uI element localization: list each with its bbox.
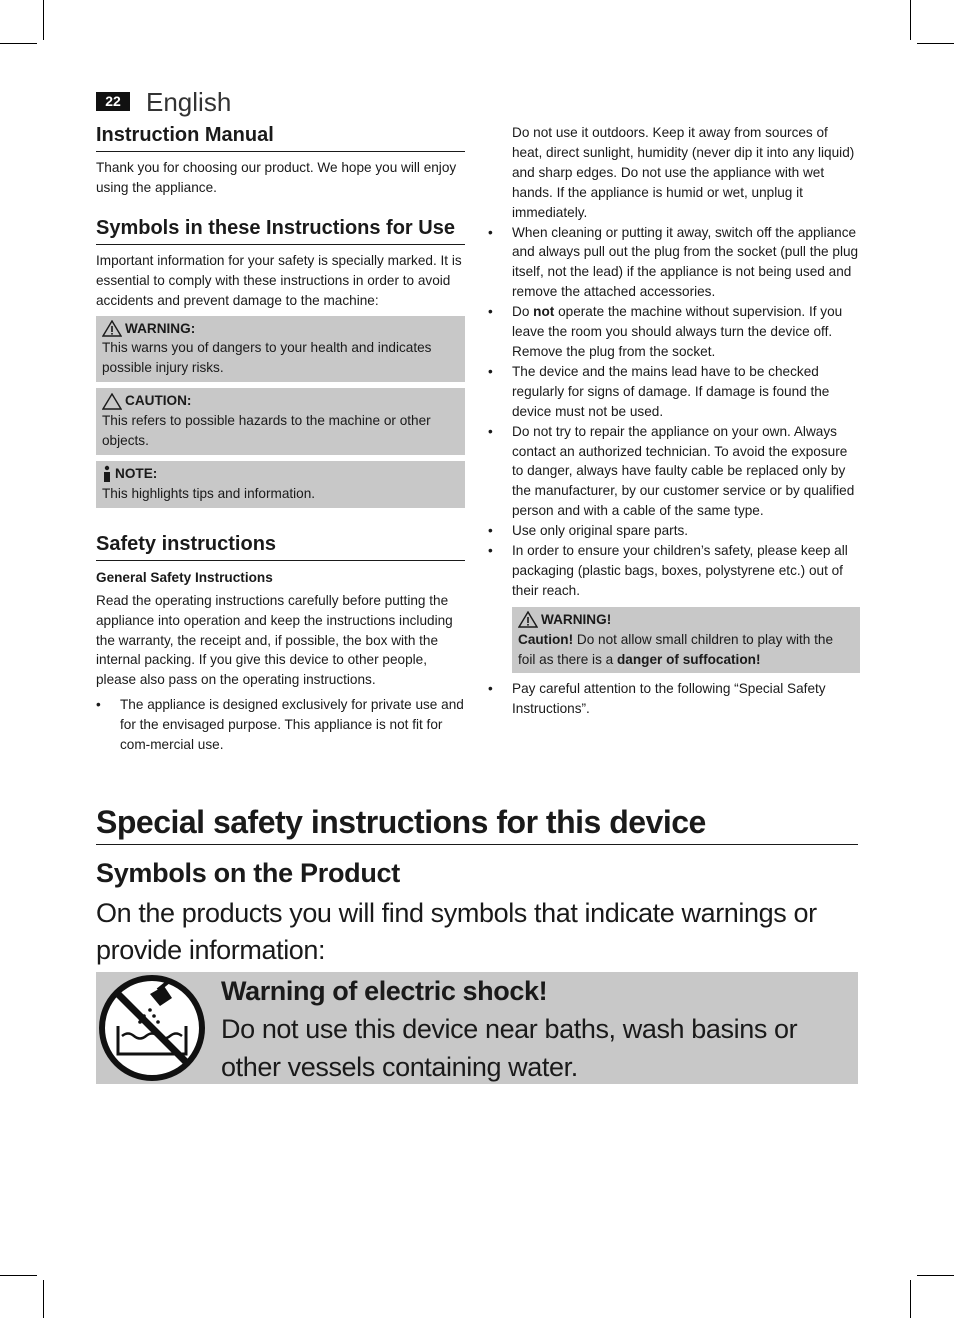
crop-mark [0, 43, 37, 44]
suffocation-warning-box [512, 607, 860, 674]
caution-box [96, 388, 465, 455]
special-safety-heading: Special safety instructions for this device [96, 800, 858, 845]
warning2-title: WARNING! [541, 611, 612, 627]
language-label: English [146, 87, 232, 117]
list-item [488, 422, 860, 522]
list-item [488, 302, 860, 362]
note-box [96, 461, 465, 508]
warning2-text [518, 630, 854, 670]
list-item [488, 541, 860, 601]
bullet: • [488, 681, 493, 697]
bullet-text: Do not try to repair the appliance on your own. Always contact an authorized technician. To avoid the exposure to danger, always have faulty cable be replaced only by the manufacturer, by our customer service or by qualified person and with a cable of the same type. [512, 423, 855, 519]
general-safety-heading: General Safety Instructions [96, 569, 273, 585]
list-item [96, 695, 465, 755]
symbols-on-product-heading: Symbols on the Product [96, 858, 400, 888]
supervision-text: operate the machine without supervision. If you leave the room you should always turn the device off. Remove the plug from the socket. [512, 304, 843, 359]
caution-triangle-icon [102, 393, 122, 410]
crop-mark [910, 1280, 911, 1318]
left-column [96, 122, 465, 755]
continued-text: Do not use it outdoors. Keep it away from sources of heat, direct sunlight, humidity (never dip it into any liquid) and sharp edges. Do not use the appliance with wet hands. If the appliance is humid or wet, unplug it immediately. [512, 125, 855, 220]
symbols-intro-text: On the products you will find symbols that indicate warnings or provide information: [96, 898, 817, 965]
warning2-body: Do not allow small children to play with the foil as there is a [518, 631, 834, 667]
list-item [488, 362, 860, 422]
bullet-text: Use only original spare parts. [512, 523, 689, 539]
warning-triangle-icon [102, 320, 122, 337]
bullet: • [488, 304, 493, 320]
safety-heading: Safety instructions [96, 531, 465, 561]
electric-shock-description: Do not use this device near baths, wash basins or other vessels containing water. [221, 1014, 798, 1082]
not-emphasis: not [533, 304, 555, 320]
instruction-manual-heading: Instruction Manual [96, 122, 465, 152]
bullet: • [488, 543, 493, 559]
bullet: • [488, 363, 493, 379]
info-icon [102, 465, 112, 483]
electric-shock-text [221, 972, 851, 1086]
page-number: 22 [96, 92, 130, 111]
bullet-text: When cleaning or putting it away, switch off the appliance and always pull out the plug from the socket (pull the plug itself, not the lead) if the appliance is not being used and remove the attached accessories. [512, 224, 859, 300]
warning-box [96, 316, 465, 383]
note-title: NOTE: [115, 465, 158, 481]
bullet-text: In order to ensure your children’s safety, please keep all packaging (plastic bags, boxes, polystyrene etc.) out of their reach. [512, 543, 848, 598]
list-item [488, 223, 860, 303]
bullet-text: The appliance is designed exclusively for private use and for the envisaged purpose. This appliance is not fit for com-mercial use. [120, 697, 464, 753]
warning-text: This warns you of dangers to your health and indicates possible injury risks. [102, 340, 432, 376]
caution-text: This refers to possible hazards to the machine or other objects. [102, 413, 431, 449]
danger-emphasis: danger of suffocation! [616, 651, 761, 667]
symbols-intro: Important information for your safety is specially marked. It is essential to comply with these instructions in order to avoid accidents and prevent damage to the machine: [96, 252, 462, 308]
crop-mark [0, 1275, 37, 1276]
bullet: • [488, 423, 493, 439]
crop-mark [43, 0, 44, 40]
list-item [488, 679, 860, 719]
right-column [488, 123, 860, 719]
no-water-bath-icon [98, 974, 206, 1082]
crop-mark [43, 1280, 44, 1318]
note-text: This highlights tips and information. [102, 485, 316, 501]
bullet: • [488, 523, 493, 539]
warning-triangle-icon [518, 611, 538, 628]
crop-mark [910, 0, 911, 40]
electric-shock-title: Warning of electric shock! [221, 976, 548, 1006]
electric-shock-warning-box [96, 972, 858, 1084]
caution-title: CAUTION: [125, 393, 192, 409]
crop-mark [917, 43, 954, 44]
caution-emphasis: Caution! [518, 631, 574, 647]
bullet-text: The device and the mains lead have to be checked regularly for signs of damage. If damage is found the device must not be used. [512, 363, 830, 419]
thanks-text: Thank you for choosing our product. We hope you will enjoy using the appliance. [96, 160, 457, 195]
do-word: Do [512, 304, 530, 320]
bullet-text: Pay careful attention to the following “Special Safety Instructions”. [512, 681, 826, 717]
general-safety-text: Read the operating instructions carefully before putting the appliance into operation and keep the instructions including the warranty, the receipt and, if possible, the box with the internal packing. If you give this device to other people, please also pass on the operating instructions. [96, 592, 453, 688]
bullet: • [488, 224, 493, 240]
crop-mark [917, 1275, 954, 1276]
list-item [488, 521, 860, 541]
bullet-text [512, 302, 860, 362]
symbols-heading: Symbols in these Instructions for Use [96, 215, 465, 245]
bullet: • [96, 697, 101, 713]
warning-title: WARNING: [125, 320, 196, 336]
